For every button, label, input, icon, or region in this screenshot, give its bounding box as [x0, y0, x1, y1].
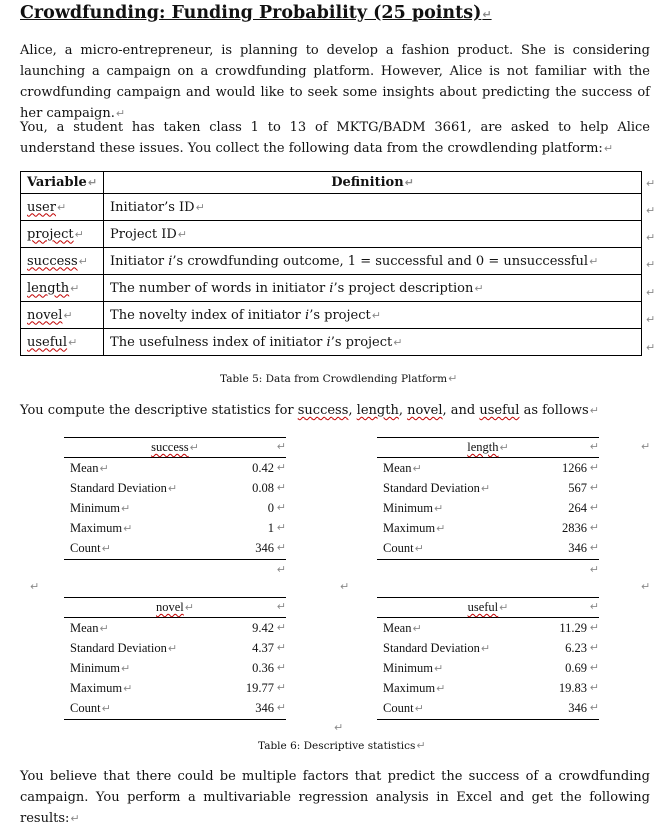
variable-cell: useful↵	[21, 329, 104, 356]
table-row	[21, 275, 642, 302]
stats-header: length↵ ↵	[377, 437, 599, 458]
stats-row: Count↵ 346 ↵	[383, 701, 599, 715]
stats-header: success↵ ↵	[64, 437, 286, 458]
row-end-mark: ↵	[646, 313, 656, 326]
descriptive-paragraph: You compute the descriptive statistics for success, length, novel, and useful as follows↵	[20, 403, 599, 418]
definition-cell: Initiator i’s crowdfunding outcome, 1 = successful and 0 = unsuccessful↵	[104, 248, 642, 275]
page-title: Crowdfunding: Funding Probability (25 points)↵	[20, 3, 492, 23]
definition-cell: Initiator’s ID↵	[104, 194, 642, 221]
stats-row: Mean↵ 11.29 ↵	[383, 621, 599, 635]
row-end-mark: ↵	[646, 286, 656, 299]
definition-cell: The usefulness index of initiator i’s project↵	[104, 329, 642, 356]
stats-table-length	[377, 437, 599, 580]
table-row	[21, 248, 642, 275]
stats-row: Standard Deviation↵ 567 ↵	[383, 481, 599, 495]
row-end-mark: ↵	[641, 580, 651, 593]
stats-row: Maximum↵ 19.77 ↵	[70, 681, 286, 695]
stats-row: Minimum↵ 0.69 ↵	[383, 661, 599, 675]
stats-row: Minimum↵ 0.36 ↵	[70, 661, 286, 675]
stats-row: Maximum↵ 2836 ↵	[383, 521, 599, 535]
table-header-row	[21, 172, 642, 194]
table-row	[21, 221, 642, 248]
stats-row: Maximum↵ 19.83 ↵	[383, 681, 599, 695]
stats-header: novel↵ ↵	[64, 597, 286, 618]
stats-row: Maximum↵ 1 ↵	[70, 521, 286, 535]
intro-paragraph: Alice, a micro-entrepreneur, is planning to develop a fashion product. She is considering launching a campaign on a crowdfunding platform. However, Alice is not familiar with the crowdfunding campaign and would like to seek some insights about predicting the success of her campaign.↵	[20, 43, 650, 121]
table-6-caption: Table 6: Descriptive statistics↵	[258, 739, 426, 752]
table-row	[21, 302, 642, 329]
variable-cell: success↵	[21, 248, 104, 275]
stats-row: Standard Deviation↵ 4.37 ↵	[70, 641, 286, 655]
variable-cell: novel↵	[21, 302, 104, 329]
variable-header: Variable↵	[21, 172, 104, 194]
stats-row: Standard Deviation↵ 0.08 ↵	[70, 481, 286, 495]
paragraph-mark: ↵	[334, 721, 344, 734]
variable-definition-table	[20, 171, 642, 356]
stats-table-useful	[377, 597, 599, 720]
row-end-mark: ↵	[646, 341, 656, 354]
row-end-mark: ↵	[641, 440, 651, 453]
row-end-mark: ↵	[646, 204, 656, 217]
stats-row: Mean↵ 1266 ↵	[383, 461, 599, 475]
stats-row: Mean↵ 9.42 ↵	[70, 621, 286, 635]
variable-cell: project↵	[21, 221, 104, 248]
variable-cell: user↵	[21, 194, 104, 221]
stats-table-novel	[64, 597, 286, 720]
definition-cell: Project ID↵	[104, 221, 642, 248]
stats-row: Standard Deviation↵ 6.23 ↵	[383, 641, 599, 655]
table-row	[21, 194, 642, 221]
table-5-caption: Table 5: Data from Crowdlending Platform↵	[220, 372, 458, 385]
stats-row: Count↵ 346 ↵	[70, 701, 286, 715]
stats-row: Count↵ 346 ↵	[70, 541, 286, 555]
stats-row-empty: ↵	[589, 563, 599, 576]
stats-row: Minimum↵ 0 ↵	[70, 501, 286, 515]
stats-row: Count↵ 346 ↵	[383, 541, 599, 555]
data-paragraph: You, a student has taken class 1 to 13 of MKTG/BADM 3661, are asked to help Alice understand these issues. You collect the following data from the crowdlending platform:↵	[20, 120, 650, 156]
definition-cell: The novelty index of initiator i’s project↵	[104, 302, 642, 329]
stats-row: Minimum↵ 264 ↵	[383, 501, 599, 515]
variable-cell: length↵	[21, 275, 104, 302]
stats-table-success	[64, 437, 286, 580]
definition-header: Definition↵	[104, 172, 642, 194]
regression-paragraph: You believe that there could be multiple factors that predict the success of a crowdfunding campaign. You perform a multivariable regression analysis in Excel and get the following results:↵	[20, 769, 650, 826]
stats-row-empty: ↵	[276, 563, 286, 576]
stats-header: useful↵ ↵	[377, 597, 599, 618]
table-row	[21, 329, 642, 356]
row-end-mark: ↵	[646, 231, 656, 244]
row-end-mark: ↵	[646, 258, 656, 271]
paragraph-mark: ↵	[340, 580, 350, 593]
paragraph-mark: ↵	[30, 580, 40, 593]
definition-cell: The number of words in initiator i’s project description↵	[104, 275, 642, 302]
row-end-mark: ↵	[646, 177, 656, 190]
stats-row: Mean↵ 0.42 ↵	[70, 461, 286, 475]
